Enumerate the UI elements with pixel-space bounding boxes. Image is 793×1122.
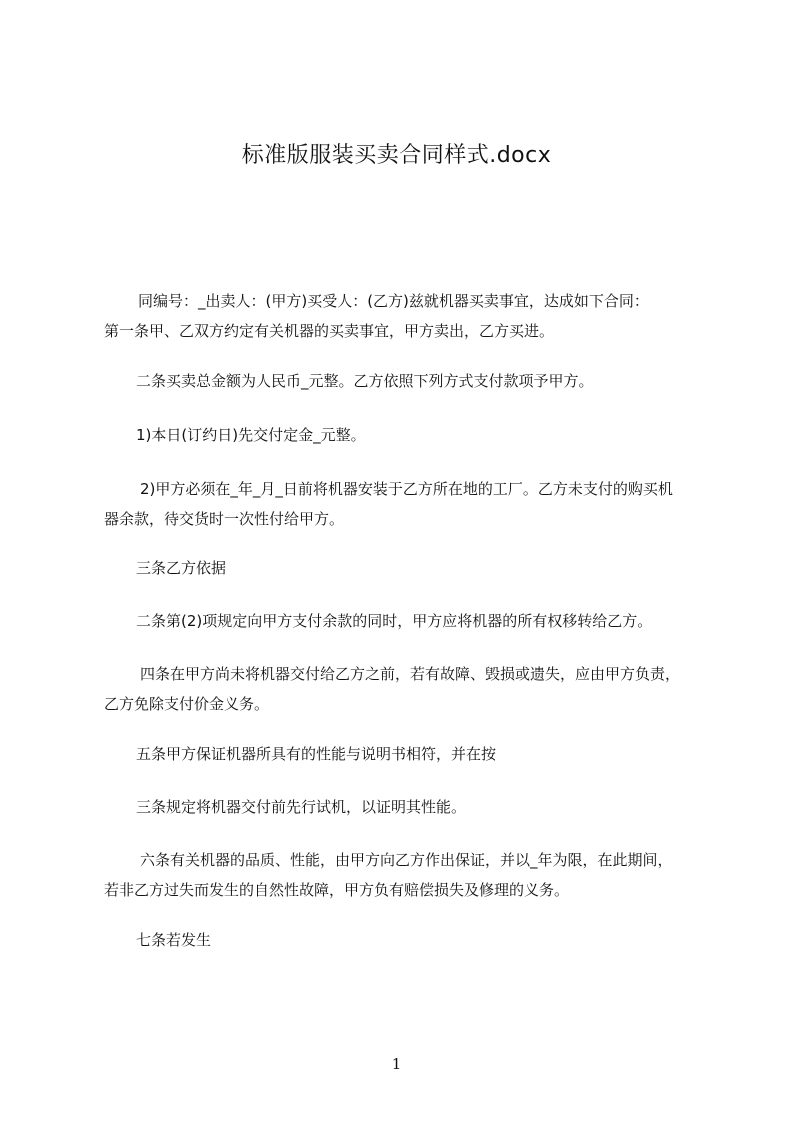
paragraph-line: 同编号：_出卖人：(甲方)买受人：(乙方)兹就机器买卖事宜，达成如下合同： <box>138 292 649 310</box>
paragraph-article-3-heading <box>104 553 720 583</box>
paragraph-line: 乙方免除支付价金义务。 <box>104 695 270 713</box>
paragraph-line: 第一条甲、乙双方约定有关机器的买卖事宜，甲方卖出，乙方买进。 <box>104 322 555 340</box>
paragraph-line: 若非乙方过失而发生的自然性故障，甲方负有赔偿损失及修理的义务。 <box>104 881 570 899</box>
paragraph-article-7 <box>104 925 720 955</box>
paragraph-line: 三条乙方依据 <box>136 559 227 577</box>
paragraph-line: 五条甲方保证机器所具有的性能与说明书相符，并在按 <box>136 745 497 763</box>
paragraph-article-6 <box>104 845 720 905</box>
page-number: 1 <box>391 1055 402 1073</box>
paragraph-line: 器余款，待交货时一次性付给甲方。 <box>104 510 345 528</box>
paragraph-line: 六条有关机器的品质、性能，由甲方向乙方作出保证，并以_年为限，在此期间， <box>140 851 673 869</box>
paragraph-line: 三条规定将机器交付前先行试机，以证明其性能。 <box>136 798 467 816</box>
paragraph-line: 2)甲方必须在_年_月_日前将机器安装于乙方所在地的工厂。乙方未支付的购买机 <box>140 480 673 498</box>
paragraph-line: 二条买卖总金额为人民币_元整。乙方依照下列方式支付款项予甲方。 <box>136 372 594 390</box>
paragraph-line: 1)本日(订约日)先交付定金_元整。 <box>136 426 366 444</box>
paragraph-ownership-transfer <box>104 606 720 636</box>
paragraph-line: 二条第(2)项规定向甲方支付余款的同时，甲方应将机器的所有权移转给乙方。 <box>136 612 653 630</box>
paragraph-contract-intro <box>104 286 720 346</box>
paragraph-article-5 <box>104 739 720 769</box>
paragraph-article-4 <box>104 659 720 719</box>
document-title: 标准版服装买卖合同样式.docx <box>241 143 552 168</box>
paragraph-test-run <box>104 792 720 822</box>
paragraph-article-2 <box>104 366 720 396</box>
paragraph-payment-2 <box>104 474 720 534</box>
paragraph-payment-1 <box>104 420 720 450</box>
paragraph-line: 四条在甲方尚未将机器交付给乙方之前，若有故障、毁损或遗失，应由甲方负责， <box>140 665 681 683</box>
paragraph-line: 七条若发生 <box>136 931 212 949</box>
